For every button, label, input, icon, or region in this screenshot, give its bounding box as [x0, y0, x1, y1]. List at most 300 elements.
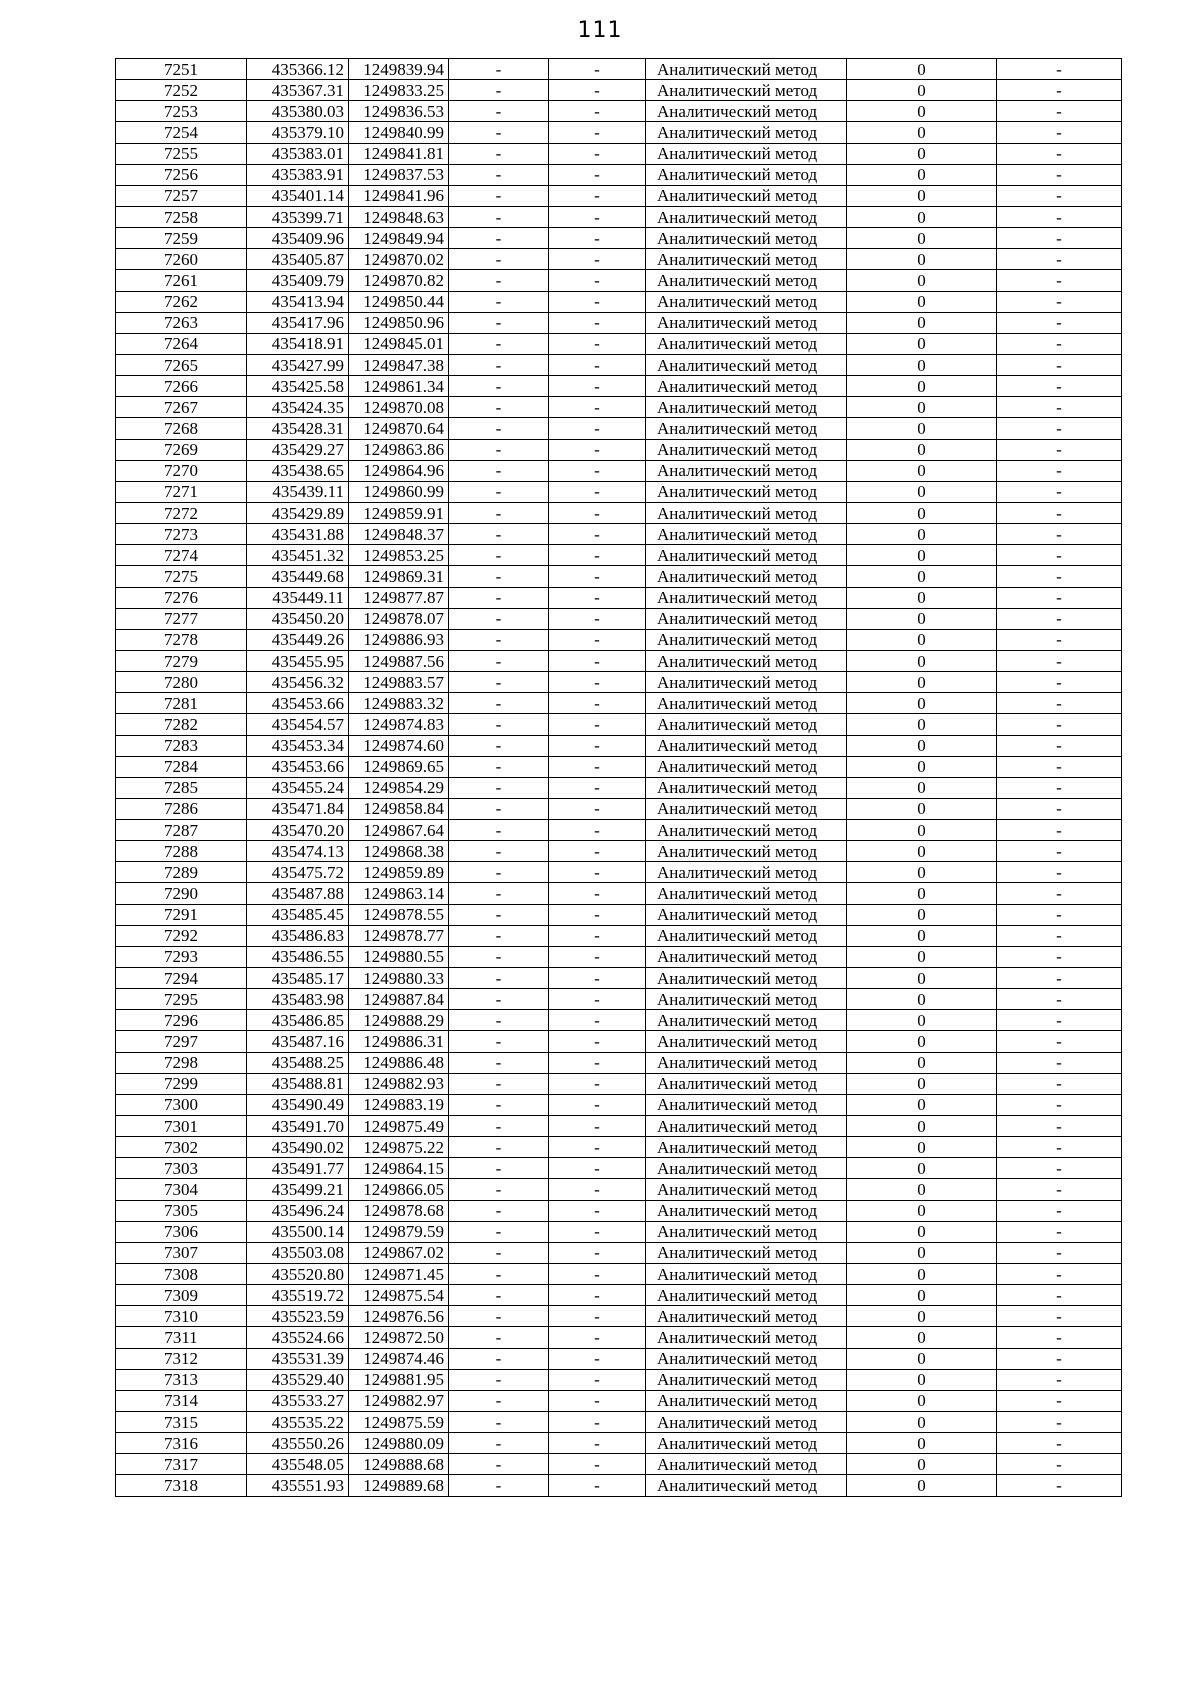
- dash-cell: -: [549, 1242, 646, 1263]
- y-coordinate: 1249889.68: [349, 1475, 449, 1496]
- dash-cell: -: [449, 1073, 549, 1094]
- table-row: [116, 883, 1122, 904]
- dash-cell: -: [449, 1390, 549, 1411]
- table-row: [116, 841, 1122, 862]
- point-number: 7271: [116, 481, 247, 502]
- method-cell: Аналитический метод: [646, 650, 847, 671]
- dash-cell: -: [997, 672, 1122, 693]
- x-coordinate: 435366.12: [247, 59, 349, 80]
- dash-cell: -: [997, 1475, 1122, 1496]
- dash-cell: -: [549, 1094, 646, 1115]
- y-coordinate: 1249876.56: [349, 1306, 449, 1327]
- dash-cell: -: [997, 397, 1122, 418]
- dash-cell: -: [997, 841, 1122, 862]
- dash-cell: -: [997, 1433, 1122, 1454]
- dash-cell: -: [449, 714, 549, 735]
- x-coordinate: 435431.88: [247, 524, 349, 545]
- table-row: [116, 312, 1122, 333]
- dash-cell: -: [449, 862, 549, 883]
- method-cell: Аналитический метод: [646, 925, 847, 946]
- method-cell: Аналитический метод: [646, 291, 847, 312]
- y-coordinate: 1249871.45: [349, 1264, 449, 1285]
- dash-cell: -: [449, 650, 549, 671]
- dash-cell: -: [549, 629, 646, 650]
- dash-cell: -: [549, 989, 646, 1010]
- table-row: [116, 1031, 1122, 1052]
- x-coordinate: 435483.98: [247, 989, 349, 1010]
- error-cell: 0: [847, 1094, 997, 1115]
- error-cell: 0: [847, 1200, 997, 1221]
- dash-cell: -: [997, 1221, 1122, 1242]
- x-coordinate: 435449.26: [247, 629, 349, 650]
- y-coordinate: 1249869.31: [349, 566, 449, 587]
- y-coordinate: 1249875.59: [349, 1412, 449, 1433]
- table-row: [116, 1306, 1122, 1327]
- table-row: [116, 481, 1122, 502]
- x-coordinate: 435401.14: [247, 185, 349, 206]
- error-cell: 0: [847, 1306, 997, 1327]
- dash-cell: -: [997, 798, 1122, 819]
- table-row: [116, 376, 1122, 397]
- dash-cell: -: [997, 756, 1122, 777]
- table-row: [116, 270, 1122, 291]
- dash-cell: -: [449, 460, 549, 481]
- dash-cell: -: [449, 481, 549, 502]
- method-cell: Аналитический метод: [646, 1116, 847, 1137]
- table-row: [116, 1369, 1122, 1390]
- dash-cell: -: [997, 270, 1122, 291]
- method-cell: Аналитический метод: [646, 333, 847, 354]
- x-coordinate: 435453.66: [247, 693, 349, 714]
- dash-cell: -: [549, 650, 646, 671]
- error-cell: 0: [847, 1137, 997, 1158]
- table-row: [116, 80, 1122, 101]
- y-coordinate: 1249870.64: [349, 418, 449, 439]
- dash-cell: -: [449, 1116, 549, 1137]
- table-row: [116, 968, 1122, 989]
- dash-cell: -: [997, 862, 1122, 883]
- point-number: 7317: [116, 1454, 247, 1475]
- x-coordinate: 435485.17: [247, 968, 349, 989]
- table-row: [116, 206, 1122, 227]
- dash-cell: -: [997, 1179, 1122, 1200]
- dash-cell: -: [997, 1200, 1122, 1221]
- error-cell: 0: [847, 545, 997, 566]
- table-row: [116, 925, 1122, 946]
- error-cell: 0: [847, 481, 997, 502]
- error-cell: 0: [847, 59, 997, 80]
- dash-cell: -: [449, 1242, 549, 1263]
- y-coordinate: 1249863.14: [349, 883, 449, 904]
- dash-cell: -: [549, 460, 646, 481]
- dash-cell: -: [997, 122, 1122, 143]
- point-number: 7299: [116, 1073, 247, 1094]
- dash-cell: -: [549, 206, 646, 227]
- dash-cell: -: [997, 143, 1122, 164]
- dash-cell: -: [449, 333, 549, 354]
- page-number: 111: [577, 18, 623, 43]
- point-number: 7311: [116, 1327, 247, 1348]
- error-cell: 0: [847, 1475, 997, 1496]
- dash-cell: -: [449, 1475, 549, 1496]
- point-number: 7282: [116, 714, 247, 735]
- error-cell: 0: [847, 101, 997, 122]
- method-cell: Аналитический метод: [646, 587, 847, 608]
- table-row: [116, 650, 1122, 671]
- method-cell: Аналитический метод: [646, 1454, 847, 1475]
- y-coordinate: 1249869.65: [349, 756, 449, 777]
- dash-cell: -: [997, 1137, 1122, 1158]
- method-cell: Аналитический метод: [646, 1073, 847, 1094]
- table-row: [116, 1475, 1122, 1496]
- dash-cell: -: [449, 587, 549, 608]
- y-coordinate: 1249840.99: [349, 122, 449, 143]
- x-coordinate: 435455.24: [247, 777, 349, 798]
- point-number: 7294: [116, 968, 247, 989]
- dash-cell: -: [449, 249, 549, 270]
- error-cell: 0: [847, 735, 997, 756]
- dash-cell: -: [449, 629, 549, 650]
- table-row: [116, 587, 1122, 608]
- x-coordinate: 435551.93: [247, 1475, 349, 1496]
- y-coordinate: 1249872.50: [349, 1327, 449, 1348]
- point-number: 7287: [116, 820, 247, 841]
- method-cell: Аналитический метод: [646, 524, 847, 545]
- x-coordinate: 435409.79: [247, 270, 349, 291]
- table-row: [116, 946, 1122, 967]
- error-cell: 0: [847, 1116, 997, 1137]
- error-cell: 0: [847, 249, 997, 270]
- dash-cell: -: [997, 693, 1122, 714]
- point-number: 7314: [116, 1390, 247, 1411]
- table-row: [116, 629, 1122, 650]
- point-number: 7275: [116, 566, 247, 587]
- dash-cell: -: [549, 777, 646, 798]
- point-number: 7255: [116, 143, 247, 164]
- error-cell: 0: [847, 1285, 997, 1306]
- table-row: [116, 1179, 1122, 1200]
- dash-cell: -: [549, 883, 646, 904]
- table-row: [116, 904, 1122, 925]
- x-coordinate: 435491.70: [247, 1116, 349, 1137]
- dash-cell: -: [449, 1094, 549, 1115]
- x-coordinate: 435499.21: [247, 1179, 349, 1200]
- method-cell: Аналитический метод: [646, 777, 847, 798]
- point-number: 7307: [116, 1242, 247, 1263]
- x-coordinate: 435488.81: [247, 1073, 349, 1094]
- point-number: 7267: [116, 397, 247, 418]
- error-cell: 0: [847, 566, 997, 587]
- x-coordinate: 435491.77: [247, 1158, 349, 1179]
- dash-cell: -: [449, 376, 549, 397]
- dash-cell: -: [449, 883, 549, 904]
- method-cell: Аналитический метод: [646, 397, 847, 418]
- dash-cell: -: [549, 101, 646, 122]
- point-number: 7301: [116, 1116, 247, 1137]
- y-coordinate: 1249878.68: [349, 1200, 449, 1221]
- x-coordinate: 435486.83: [247, 925, 349, 946]
- table-row: [116, 249, 1122, 270]
- table-row: [116, 1221, 1122, 1242]
- dash-cell: -: [549, 1221, 646, 1242]
- method-cell: Аналитический метод: [646, 968, 847, 989]
- y-coordinate: 1249883.57: [349, 672, 449, 693]
- method-cell: Аналитический метод: [646, 1327, 847, 1348]
- dash-cell: -: [449, 439, 549, 460]
- x-coordinate: 435550.26: [247, 1433, 349, 1454]
- method-cell: Аналитический метод: [646, 798, 847, 819]
- x-coordinate: 435503.08: [247, 1242, 349, 1263]
- y-coordinate: 1249875.49: [349, 1116, 449, 1137]
- table-row: [116, 1116, 1122, 1137]
- dash-cell: -: [997, 1242, 1122, 1263]
- dash-cell: -: [449, 1369, 549, 1390]
- dash-cell: -: [549, 312, 646, 333]
- dash-cell: -: [997, 1412, 1122, 1433]
- y-coordinate: 1249859.91: [349, 502, 449, 523]
- y-coordinate: 1249847.38: [349, 354, 449, 375]
- x-coordinate: 435383.91: [247, 164, 349, 185]
- dash-cell: -: [549, 1137, 646, 1158]
- x-coordinate: 435413.94: [247, 291, 349, 312]
- dash-cell: -: [549, 608, 646, 629]
- y-coordinate: 1249848.37: [349, 524, 449, 545]
- error-cell: 0: [847, 756, 997, 777]
- dash-cell: -: [997, 650, 1122, 671]
- method-cell: Аналитический метод: [646, 312, 847, 333]
- table-row: [116, 185, 1122, 206]
- point-number: 7284: [116, 756, 247, 777]
- method-cell: Аналитический метод: [646, 1179, 847, 1200]
- dash-cell: -: [449, 693, 549, 714]
- point-number: 7291: [116, 904, 247, 925]
- error-cell: 0: [847, 333, 997, 354]
- dash-cell: -: [449, 777, 549, 798]
- dash-cell: -: [997, 777, 1122, 798]
- dash-cell: -: [449, 1179, 549, 1200]
- dash-cell: -: [549, 354, 646, 375]
- method-cell: Аналитический метод: [646, 693, 847, 714]
- dash-cell: -: [997, 1390, 1122, 1411]
- method-cell: Аналитический метод: [646, 354, 847, 375]
- x-coordinate: 435438.65: [247, 460, 349, 481]
- table-row: [116, 1412, 1122, 1433]
- x-coordinate: 435529.40: [247, 1369, 349, 1390]
- error-cell: 0: [847, 1031, 997, 1052]
- point-number: 7280: [116, 672, 247, 693]
- x-coordinate: 435439.11: [247, 481, 349, 502]
- x-coordinate: 435450.20: [247, 608, 349, 629]
- dash-cell: -: [449, 1031, 549, 1052]
- y-coordinate: 1249837.53: [349, 164, 449, 185]
- method-cell: Аналитический метод: [646, 1158, 847, 1179]
- error-cell: 0: [847, 883, 997, 904]
- y-coordinate: 1249886.31: [349, 1031, 449, 1052]
- point-number: 7261: [116, 270, 247, 291]
- point-number: 7312: [116, 1348, 247, 1369]
- dash-cell: -: [549, 80, 646, 101]
- method-cell: Аналитический метод: [646, 1369, 847, 1390]
- dash-cell: -: [997, 1116, 1122, 1137]
- point-number: 7293: [116, 946, 247, 967]
- point-number: 7303: [116, 1158, 247, 1179]
- point-number: 7309: [116, 1285, 247, 1306]
- dash-cell: -: [449, 59, 549, 80]
- x-coordinate: 435380.03: [247, 101, 349, 122]
- table-row: [116, 989, 1122, 1010]
- point-number: 7296: [116, 1010, 247, 1031]
- x-coordinate: 435486.85: [247, 1010, 349, 1031]
- point-number: 7278: [116, 629, 247, 650]
- x-coordinate: 435485.45: [247, 904, 349, 925]
- x-coordinate: 435418.91: [247, 333, 349, 354]
- point-number: 7292: [116, 925, 247, 946]
- dash-cell: -: [449, 1433, 549, 1454]
- dash-cell: -: [449, 80, 549, 101]
- point-number: 7302: [116, 1137, 247, 1158]
- error-cell: 0: [847, 1052, 997, 1073]
- dash-cell: -: [449, 608, 549, 629]
- point-number: 7259: [116, 228, 247, 249]
- table-row: [116, 1137, 1122, 1158]
- dash-cell: -: [997, 587, 1122, 608]
- table-row: [116, 714, 1122, 735]
- method-cell: Аналитический метод: [646, 1094, 847, 1115]
- x-coordinate: 435490.49: [247, 1094, 349, 1115]
- y-coordinate: 1249874.46: [349, 1348, 449, 1369]
- y-coordinate: 1249880.55: [349, 946, 449, 967]
- point-number: 7254: [116, 122, 247, 143]
- dash-cell: -: [449, 1010, 549, 1031]
- error-cell: 0: [847, 270, 997, 291]
- method-cell: Аналитический метод: [646, 143, 847, 164]
- method-cell: Аналитический метод: [646, 164, 847, 185]
- dash-cell: -: [997, 376, 1122, 397]
- y-coordinate: 1249875.54: [349, 1285, 449, 1306]
- dash-cell: -: [449, 206, 549, 227]
- dash-cell: -: [449, 989, 549, 1010]
- error-cell: 0: [847, 672, 997, 693]
- table-body: [116, 59, 1122, 1497]
- error-cell: 0: [847, 460, 997, 481]
- dash-cell: -: [549, 59, 646, 80]
- error-cell: 0: [847, 376, 997, 397]
- point-number: 7265: [116, 354, 247, 375]
- dash-cell: -: [549, 291, 646, 312]
- dash-cell: -: [549, 524, 646, 545]
- y-coordinate: 1249882.93: [349, 1073, 449, 1094]
- y-coordinate: 1249883.32: [349, 693, 449, 714]
- x-coordinate: 435428.31: [247, 418, 349, 439]
- dash-cell: -: [997, 1094, 1122, 1115]
- x-coordinate: 435379.10: [247, 122, 349, 143]
- dash-cell: -: [549, 502, 646, 523]
- error-cell: 0: [847, 164, 997, 185]
- dash-cell: -: [449, 925, 549, 946]
- error-cell: 0: [847, 904, 997, 925]
- method-cell: Аналитический метод: [646, 1433, 847, 1454]
- y-coordinate: 1249881.95: [349, 1369, 449, 1390]
- dash-cell: -: [549, 946, 646, 967]
- table-row: [116, 418, 1122, 439]
- dash-cell: -: [449, 1200, 549, 1221]
- point-number: 7264: [116, 333, 247, 354]
- table-row: [116, 820, 1122, 841]
- error-cell: 0: [847, 291, 997, 312]
- error-cell: 0: [847, 1433, 997, 1454]
- table-row: [116, 1200, 1122, 1221]
- error-cell: 0: [847, 206, 997, 227]
- error-cell: 0: [847, 608, 997, 629]
- error-cell: 0: [847, 925, 997, 946]
- table-row: [116, 1094, 1122, 1115]
- method-cell: Аналитический метод: [646, 629, 847, 650]
- dash-cell: -: [549, 756, 646, 777]
- dash-cell: -: [549, 693, 646, 714]
- method-cell: Аналитический метод: [646, 439, 847, 460]
- dash-cell: -: [449, 904, 549, 925]
- error-cell: 0: [847, 1073, 997, 1094]
- table-row: [116, 1010, 1122, 1031]
- x-coordinate: 435424.35: [247, 397, 349, 418]
- method-cell: Аналитический метод: [646, 841, 847, 862]
- y-coordinate: 1249886.48: [349, 1052, 449, 1073]
- dash-cell: -: [549, 566, 646, 587]
- dash-cell: -: [449, 1221, 549, 1242]
- point-number: 7295: [116, 989, 247, 1010]
- method-cell: Аналитический метод: [646, 566, 847, 587]
- point-number: 7262: [116, 291, 247, 312]
- x-coordinate: 435449.11: [247, 587, 349, 608]
- method-cell: Аналитический метод: [646, 249, 847, 270]
- dash-cell: -: [997, 1348, 1122, 1369]
- error-cell: 0: [847, 1454, 997, 1475]
- method-cell: Аналитический метод: [646, 904, 847, 925]
- dash-cell: -: [449, 143, 549, 164]
- error-cell: 0: [847, 354, 997, 375]
- error-cell: 0: [847, 629, 997, 650]
- dash-cell: -: [449, 1348, 549, 1369]
- method-cell: Аналитический метод: [646, 481, 847, 502]
- y-coordinate: 1249867.02: [349, 1242, 449, 1263]
- dash-cell: -: [997, 481, 1122, 502]
- y-coordinate: 1249860.99: [349, 481, 449, 502]
- dash-cell: -: [549, 481, 646, 502]
- x-coordinate: 435367.31: [247, 80, 349, 101]
- method-cell: Аналитический метод: [646, 1264, 847, 1285]
- dash-cell: -: [997, 59, 1122, 80]
- dash-cell: -: [549, 862, 646, 883]
- table-row: [116, 291, 1122, 312]
- dash-cell: -: [549, 820, 646, 841]
- dash-cell: -: [449, 185, 549, 206]
- y-coordinate: 1249866.05: [349, 1179, 449, 1200]
- table-row: [116, 1433, 1122, 1454]
- dash-cell: -: [549, 228, 646, 249]
- point-number: 7266: [116, 376, 247, 397]
- x-coordinate: 435535.22: [247, 1412, 349, 1433]
- method-cell: Аналитический метод: [646, 1221, 847, 1242]
- dash-cell: -: [549, 1433, 646, 1454]
- point-number: 7277: [116, 608, 247, 629]
- dash-cell: -: [997, 629, 1122, 650]
- y-coordinate: 1249870.02: [349, 249, 449, 270]
- y-coordinate: 1249841.81: [349, 143, 449, 164]
- dash-cell: -: [997, 904, 1122, 925]
- dash-cell: -: [997, 545, 1122, 566]
- point-number: 7304: [116, 1179, 247, 1200]
- method-cell: Аналитический метод: [646, 1200, 847, 1221]
